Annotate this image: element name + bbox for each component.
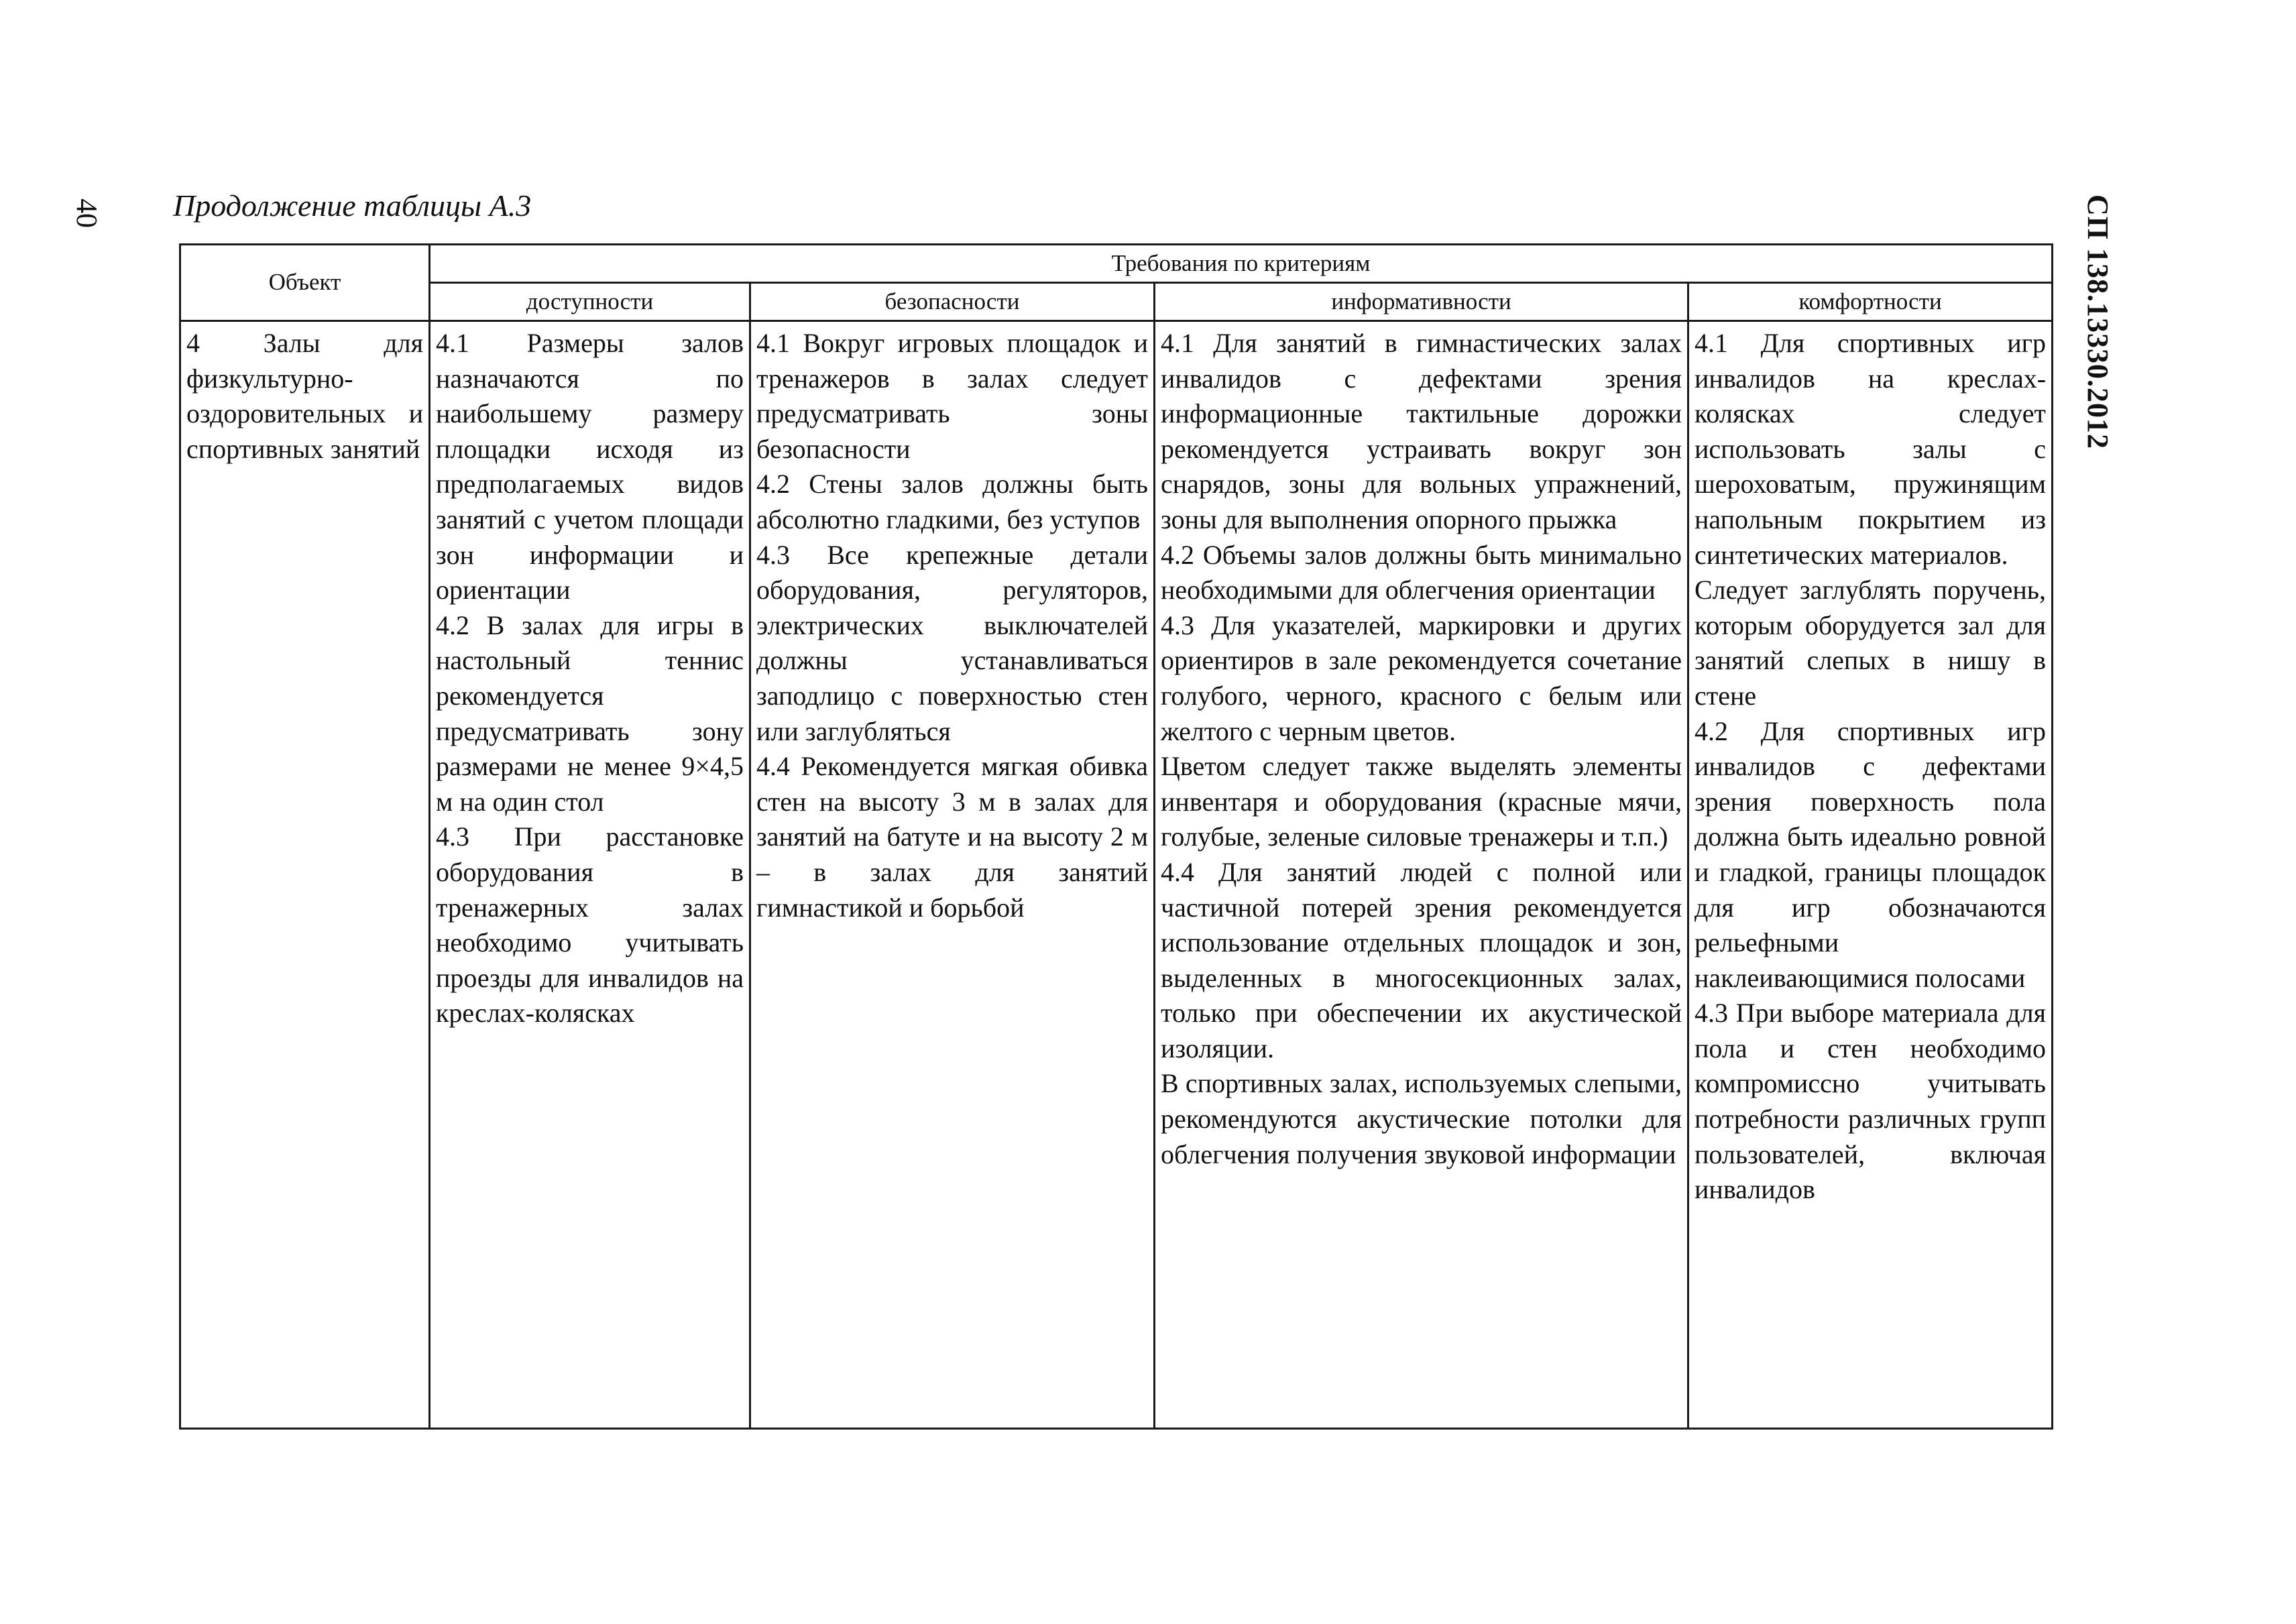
accessibility-item: 4.2 В залах для игры в настольный теннис рекомендуется предусматривать зону размерами не менее 9×4,5 м на один стол (436, 610, 744, 817)
informativity-item: 4.4 Для занятий людей с полной или частичной потерей зрения рекомендуется использование отдельных площадок и зон, выделенных в многосекционных залах, только при обеспечении их акустической изоляции. (1161, 856, 1682, 1063)
comfort-item: 4.1 Для спортивных игр инвалидов на креслах-колясках следует использовать залы с шероховатым, пружинящим напольным покрытием из синтетических материалов. (1695, 328, 2047, 570)
informativity-item: 4.3 Для указателей, маркировки и других ориентиров в зале рекомендуется сочетание голубого, черного, красного с белым или желтого с черным цветов. (1161, 610, 1682, 746)
table-caption: Продолжение таблицы А.3 (173, 188, 532, 223)
accessibility-item: 4.3 При расстановке оборудования в тренажерных залах необходимо учитывать проезды для инвалидов на креслах-колясках (436, 821, 744, 1029)
comfort-item: 4.3 При выборе материала для пола и стен необходимо компромиссно учитывать потребности различных групп пользователей, включая инвалидов (1695, 998, 2047, 1205)
cell-informativity (1155, 321, 1688, 1429)
comfort-item: Следует заглублять поручень, которым оборудуется зал для занятий слепых в нишу в стене (1695, 575, 2047, 711)
cell-safety (750, 321, 1155, 1429)
object-text: 4 Залы для физкультурно-оздоровительных и спортивных занятий (186, 328, 423, 464)
safety-item: 4.1 Вокруг игровых площадок и тренажеров в залах следует предусматривать зоны безопасности (756, 328, 1148, 464)
safety-item: 4.3 Все крепежные детали оборудования, регуляторов, электрических выключателей должны устанавливаться заподлицо с поверхностью стен или заглубляться (756, 539, 1148, 746)
page-number: 40 (70, 198, 103, 228)
table-row (180, 321, 2053, 1429)
header-accessibility: доступности (430, 283, 750, 321)
header-safety: безопасности (750, 283, 1155, 321)
document-code: СП 138.13330.2012 (2081, 194, 2114, 449)
header-criteria-group: Требования по критериям (430, 245, 2053, 283)
safety-item: 4.2 Стены залов должны быть абсолютно гладкими, без уступов (756, 469, 1148, 534)
informativity-item: В спортивных залах, используемых слепыми, рекомендуются акустические потолки для облегчения получения звуковой информации (1161, 1068, 1682, 1169)
accessibility-item: 4.1 Размеры залов назначаются по наибольшему размеру площадки исходя из предполагаемых видов занятий с учетом площади зон информации и ориентации (436, 328, 744, 605)
cell-comfort (1688, 321, 2053, 1429)
cell-object (180, 321, 430, 1429)
safety-item: 4.4 Рекомендуется мягкая обивка стен на высоту 3 м в залах для занятий на батуте и на высоту 2 м – в залах для занятий гимнастикой и борьбой (756, 751, 1148, 923)
informativity-item: 4.2 Объемы залов должны быть минимально необходимыми для облегчения ориентации (1161, 539, 1682, 605)
comfort-item: 4.2 Для спортивных игр инвалидов с дефектами зрения поверхность пола должна быть идеально ровной и гладкой, границы площадок для игр обозначаются рельефными наклеивающимися полосами (1695, 715, 2047, 993)
informativity-item: Цветом следует также выделять элементы инвентаря и оборудования (красные мячи, голубые, зеленые силовые тренажеры и т.п.) (1161, 751, 1682, 852)
requirements-table (179, 243, 2053, 1430)
cell-accessibility (430, 321, 750, 1429)
header-comfort: комфортности (1688, 283, 2053, 321)
informativity-item: 4.1 Для занятий в гимнастических залах инвалидов с дефектами зрения информационные тактильные дорожки рекомендуется устраивать вокруг зон снарядов, зоны для вольных упражнений, зоны для выполнения опорного прыжка (1161, 328, 1682, 534)
header-informativity: информативности (1155, 283, 1688, 321)
header-object: Объект (180, 245, 430, 321)
